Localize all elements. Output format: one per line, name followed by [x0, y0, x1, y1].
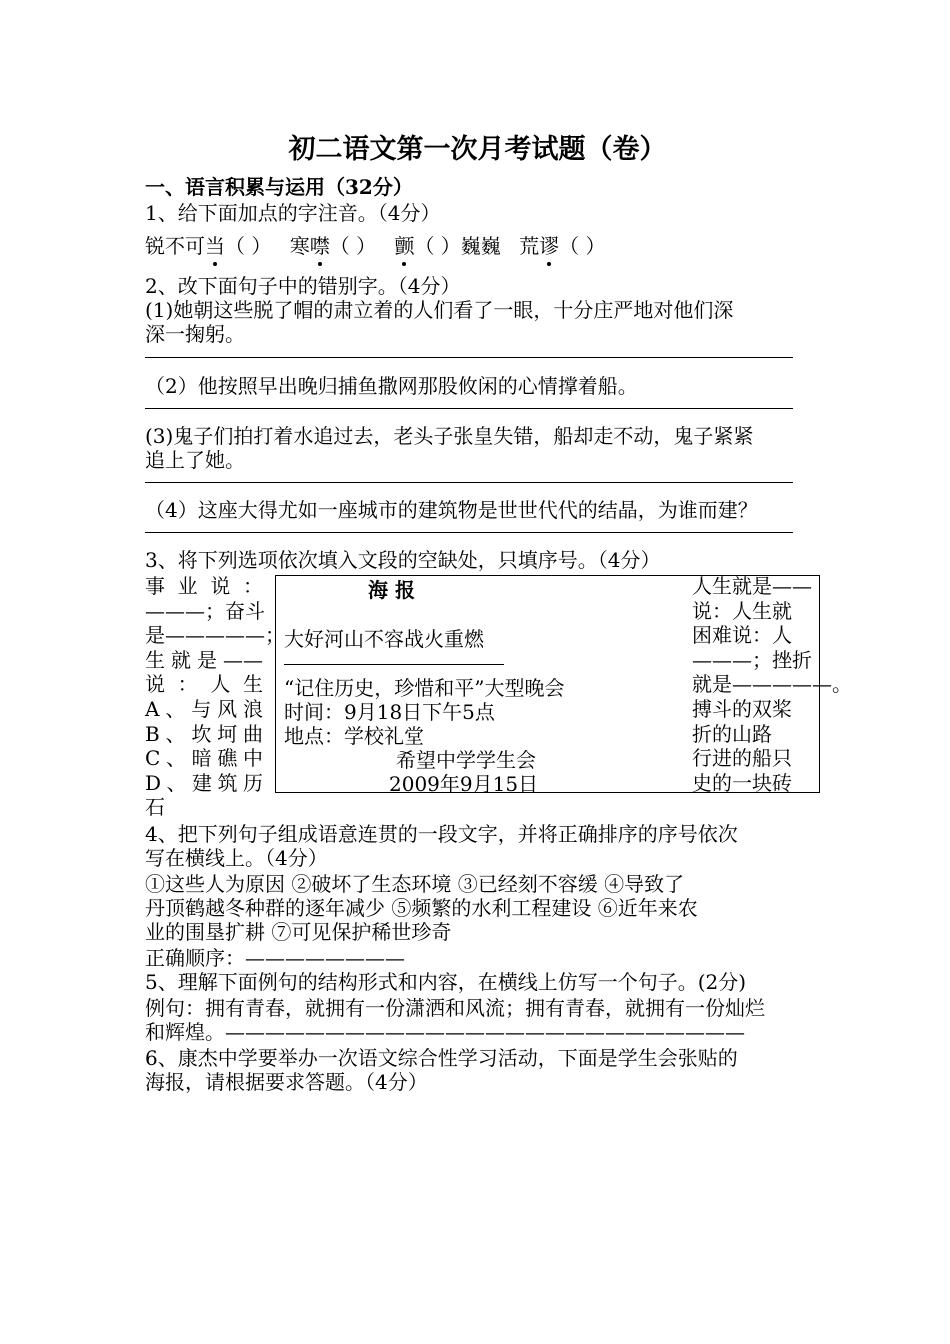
poster-line-2: “记住历史，珍惜和平”大型晚会 — [284, 676, 565, 700]
q5-prompt: 5、理解下面例句的结构形式和内容，在横线上仿写一个句子。(2分) — [145, 970, 747, 994]
q2-prompt: 2、改下面句子中的错别字。（4分） — [145, 274, 461, 298]
q2-sentence-1-cont: 深一掬躬。 — [145, 322, 245, 346]
poster-time: 时间：9月18日下午5点 — [284, 700, 495, 724]
q2-sentence-3-cont: 追上了她。 — [145, 448, 245, 472]
q4-options-1: ①这些人为原因 ②破坏了生态环境 ③已经刻不容缓 ④导致了 — [145, 872, 685, 896]
poster-place: 地点：学校礼堂 — [284, 724, 424, 748]
answer-line — [145, 408, 793, 409]
answer-line — [145, 357, 793, 358]
q6-prompt: 6、康杰中学要举办一次语文综合性学习活动，下面是学生会张贴的 — [145, 1046, 738, 1070]
poster-date: 2009年9月15日 — [389, 772, 539, 796]
dotted-char: 颤 — [394, 234, 415, 258]
poster-underline — [284, 664, 504, 665]
dotted-char: 当 — [205, 234, 225, 258]
q4-options-2: 丹顶鹤越冬种群的逐年减少 ⑤频繁的水利工程建设 ⑥近年来农 — [145, 896, 698, 920]
q6-prompt-cont: 海报，请根据要求答题。（4分） — [145, 1070, 428, 1094]
q2-sentence-3: (3)鬼子们拍打着水追过去，老头子张皇失错，船却走不动，鬼子紧紧 — [145, 424, 754, 448]
q1-items: 锐不可当（ ） 寒噤（ ） 颤（ ）巍巍 荒谬（ ） — [145, 234, 606, 258]
q2-sentence-4: （4）这座大得尤如一座城市的建筑物是世世代代的结晶，为谁而建？ — [145, 498, 758, 522]
answer-line — [145, 532, 793, 533]
q4-prompt: 4、把下列句子组成语意连贯的一段文字，并将正确排序的序号依次 — [145, 822, 738, 846]
poster-heading: 海 报 — [368, 578, 415, 602]
q4-options-3: 业的围垦扩耕 ⑦可见保护稀世珍奇 — [145, 920, 452, 944]
q3-right-column: 人生就是—— 说：人生就 困难说：人 ———；挫折 就是—————。 搏斗的双桨 折的山路 行进的船只 史的一块砖 — [692, 574, 852, 795]
section-heading: 一、语言积累与运用（32分） — [145, 175, 413, 199]
q5-example: 例句：拥有青春，就拥有一份潇洒和风流；拥有青春，就拥有一份灿烂 — [145, 996, 765, 1020]
q5-example-cont: 和辉煌。—————————————————————————— — [145, 1020, 745, 1044]
page-title: 初二语文第一次月考试题（卷） — [288, 134, 667, 165]
q3-prompt: 3、将下列选项依次填入文段的空缺处，只填序号。（4分） — [145, 548, 661, 572]
q4-answer: 正确顺序：———————— — [145, 946, 405, 970]
answer-line — [145, 482, 793, 483]
poster-organizer: 希望中学学生会 — [396, 748, 536, 772]
q1-prompt: 1、给下面加点的字注音。（4分） — [145, 201, 441, 225]
q2-sentence-1: (1)她朝这些脱了帽的肃立着的人们看了一眼，十分庄严地对他们深 — [145, 298, 734, 322]
poster-line-1: 大好河山不容战火重燃 — [284, 627, 484, 651]
dotted-char: 噤 — [309, 234, 330, 258]
q3-left-column: 事业说： ———；奋斗 是—————； 生就是—— 说：人生 A、与风浪 B、坎坷曲 C、暗礁中 D、建筑历 石 — [145, 574, 285, 820]
q2-sentence-2: （2）他按照早出晚归捕鱼撒网那股攸闲的心情撑着船。 — [145, 374, 638, 398]
q4-prompt-cont: 写在横线上。（4分） — [145, 846, 328, 870]
dotted-char: 谬 — [539, 234, 560, 258]
